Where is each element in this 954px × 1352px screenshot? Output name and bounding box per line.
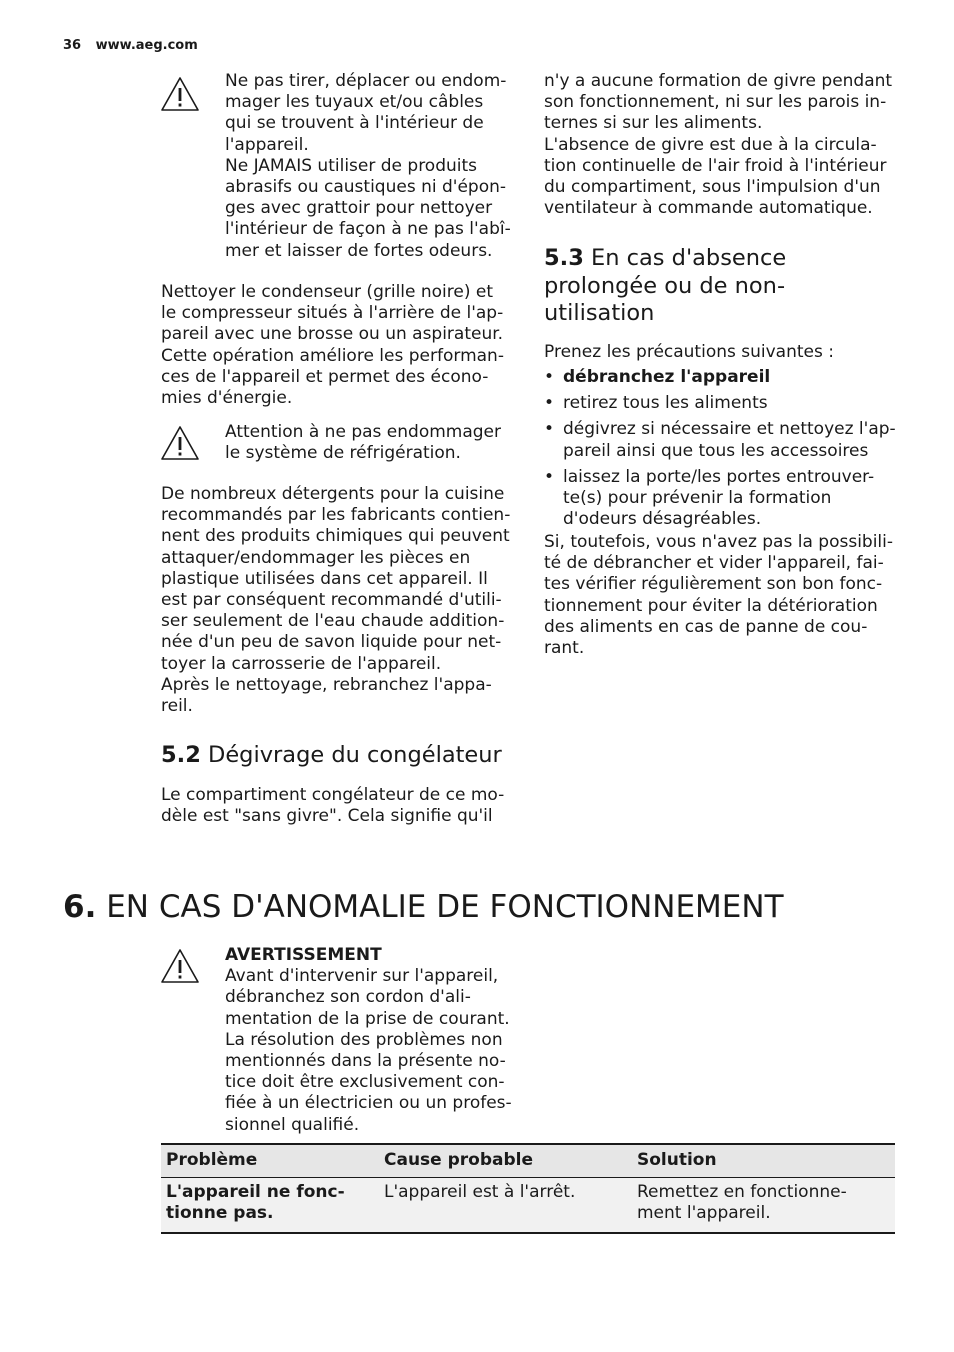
text-line: L'appareil est à l'arrêt.	[384, 1182, 576, 1203]
text-line: tes vérifier régulièrement son bon fonc-	[544, 574, 883, 595]
header-solution: Solution	[632, 1144, 895, 1178]
text-line: ces de l'appareil et permet des écono-	[161, 366, 489, 387]
text-line: dèle est "sans givre". Cela signifie qu'il	[161, 806, 493, 827]
text-line: ternes si sur les aliments.	[544, 113, 763, 134]
warning-icon	[160, 76, 200, 112]
section-title: En cas d'absence	[591, 245, 787, 271]
defrost-paragraph	[161, 785, 504, 827]
absence-paragraph	[544, 532, 893, 659]
list-item	[544, 467, 904, 531]
header-cause: Cause probable	[379, 1144, 632, 1178]
chapter-title: EN CAS D'ANOMALIE DE FONCTIONNEMENT	[106, 889, 784, 925]
website-link[interactable]: www.aeg.com	[95, 38, 198, 53]
precautions-intro: Prenez les précautions suivantes :	[544, 342, 834, 362]
text-line: son fonctionnement, ni sur les parois in-	[544, 92, 887, 113]
condenser-paragraph	[161, 282, 504, 409]
text-line: mager les tuyaux et/ou câbles	[225, 92, 484, 113]
text-line: rant.	[544, 638, 585, 659]
section-heading-5-3	[544, 245, 786, 328]
text-line: Cette opération améliore les performan-	[161, 345, 504, 366]
warning-refrigeration-text	[225, 422, 501, 464]
list-item	[544, 419, 904, 461]
section-number: 5.2	[161, 742, 201, 768]
section-heading-5-2	[161, 742, 502, 770]
text-line: née d'un peu de savon liquide pour net-	[161, 632, 502, 653]
section-title: utilisation	[544, 300, 655, 326]
text-line: Nettoyer le condenseur (grille noire) et	[161, 282, 494, 302]
text-line: Après le nettoyage, rebranchez l'appa-	[161, 674, 492, 695]
text-line: d'odeurs désagréables.	[563, 509, 762, 530]
text-line: reil.	[161, 696, 193, 717]
section-number: 5.3	[544, 245, 584, 271]
text-line: La résolution des problèmes non	[225, 1029, 503, 1050]
text-line: Ne JAMAIS utiliser de produits	[225, 155, 478, 176]
warning-title: AVERTISSEMENT	[225, 945, 382, 965]
text-line: • retirez tous les aliments	[563, 393, 768, 414]
text-line: sionnel qualifié.	[225, 1114, 360, 1135]
text-line: le compresseur situés à l'arrière de l'ap-	[161, 303, 504, 324]
chapter-number: 6.	[63, 889, 97, 925]
text-line: fiée à un électricien ou un profes-	[225, 1093, 512, 1114]
text-line: des aliments en cas de panne de cou-	[544, 616, 868, 637]
text-line: mentation de la prise de courant.	[225, 1008, 510, 1029]
cell-problem	[161, 1178, 379, 1233]
text-line: tionnement pour éviter la détérioration	[544, 595, 878, 616]
text-line: ventilateur à commande automatique.	[544, 198, 873, 219]
text-line: mies d'énergie.	[161, 388, 293, 409]
text-line: té de débrancher et vider l'appareil, fai-	[544, 553, 884, 574]
text-line: ser seulement de l'eau chaude addition-	[161, 611, 505, 632]
detergents-paragraph	[161, 484, 510, 717]
text-line: n'y a aucune formation de givre pendant	[544, 71, 893, 91]
text-line: recommandés par les fabricants contien-	[161, 505, 511, 526]
text-line: nent des produits chimiques qui peuvent	[161, 526, 510, 547]
text-line: plastique utilisées dans cet appareil. Il	[161, 568, 488, 589]
text-line: attaquer/endommager les pièces en	[161, 547, 471, 568]
text-line: pareil ainsi que tous les accessoires	[563, 440, 869, 461]
text-line: Attention à ne pas endommager	[225, 422, 501, 442]
text-line: Avant d'intervenir sur l'appareil,	[225, 966, 499, 987]
text-line: le système de réfrigération.	[225, 443, 461, 464]
text-line: De nombreux détergents pour la cuisine	[161, 484, 505, 504]
text-line: Si, toutefois, vous n'avez pas la possibili-	[544, 532, 894, 552]
table-row	[161, 1178, 895, 1233]
text-line: mer et laisser de fortes odeurs.	[225, 240, 493, 261]
frost-free-paragraph	[544, 71, 892, 219]
text-line: toyer la carrosserie de l'appareil.	[161, 653, 442, 674]
text-line: l'appareil.	[225, 134, 309, 155]
header-problem: Problème	[161, 1144, 379, 1178]
text-line: • laissez la porte/les portes entrouver-	[563, 466, 875, 487]
page-number: 36	[63, 38, 82, 53]
text-line: te(s) pour prévenir la formation	[563, 488, 832, 509]
text-line: Le compartiment congélateur de ce mo-	[161, 785, 505, 805]
precautions-list	[544, 367, 904, 530]
text-line: du compartiment, sous l'impulsion d'un	[544, 177, 881, 198]
page-header	[63, 38, 198, 53]
cell-solution	[632, 1178, 895, 1233]
chapter-heading-6	[63, 889, 784, 925]
text-line: Remettez en fonctionne-	[637, 1182, 847, 1203]
text-line: débranchez son cordon d'ali-	[225, 987, 471, 1008]
text-line: abrasifs ou caustiques ni d'épon-	[225, 177, 507, 198]
text-line: Ne pas tirer, déplacer ou endom-	[225, 71, 507, 91]
text-line: mentionnés dans la présente no-	[225, 1051, 506, 1072]
table-header-row	[161, 1144, 895, 1178]
text-line: tion continuelle de l'air froid à l'intérieur	[544, 155, 887, 176]
text-line: l'intérieur de façon à ne pas l'abî-	[225, 219, 511, 240]
text-line: ges avec grattoir pour nettoyer	[225, 198, 493, 219]
text-line: qui se trouvent à l'intérieur de	[225, 113, 484, 134]
text-line: • dégivrez si nécessaire et nettoyez l'ap-	[563, 419, 896, 440]
text-line: • débranchez l'appareil	[563, 367, 771, 387]
precautions-list-container	[544, 367, 904, 535]
section-title: Dégivrage du congélateur	[208, 742, 502, 768]
warning-icon	[160, 425, 200, 461]
text-line: tice doit être exclusivement con-	[225, 1072, 505, 1093]
warning-icon	[160, 948, 200, 984]
list-item	[544, 367, 904, 388]
list-item	[544, 393, 904, 414]
text-line: L'appareil ne fonc-	[166, 1182, 345, 1203]
cell-cause	[379, 1178, 632, 1233]
troubleshooting-table	[161, 1143, 895, 1234]
warning-cleaning-text	[225, 71, 511, 262]
section-title: prolongée ou de non-	[544, 272, 786, 299]
text-line: pareil avec une brosse ou un aspirateur.	[161, 324, 504, 345]
text-line: tionne pas.	[166, 1203, 274, 1224]
text-line: ment l'appareil.	[637, 1203, 771, 1224]
warning-troubleshooting-text	[225, 945, 512, 1136]
text-line: L'absence de givre est due à la circula-	[544, 134, 877, 155]
text-line: est par conséquent recommandé d'utili-	[161, 590, 502, 611]
